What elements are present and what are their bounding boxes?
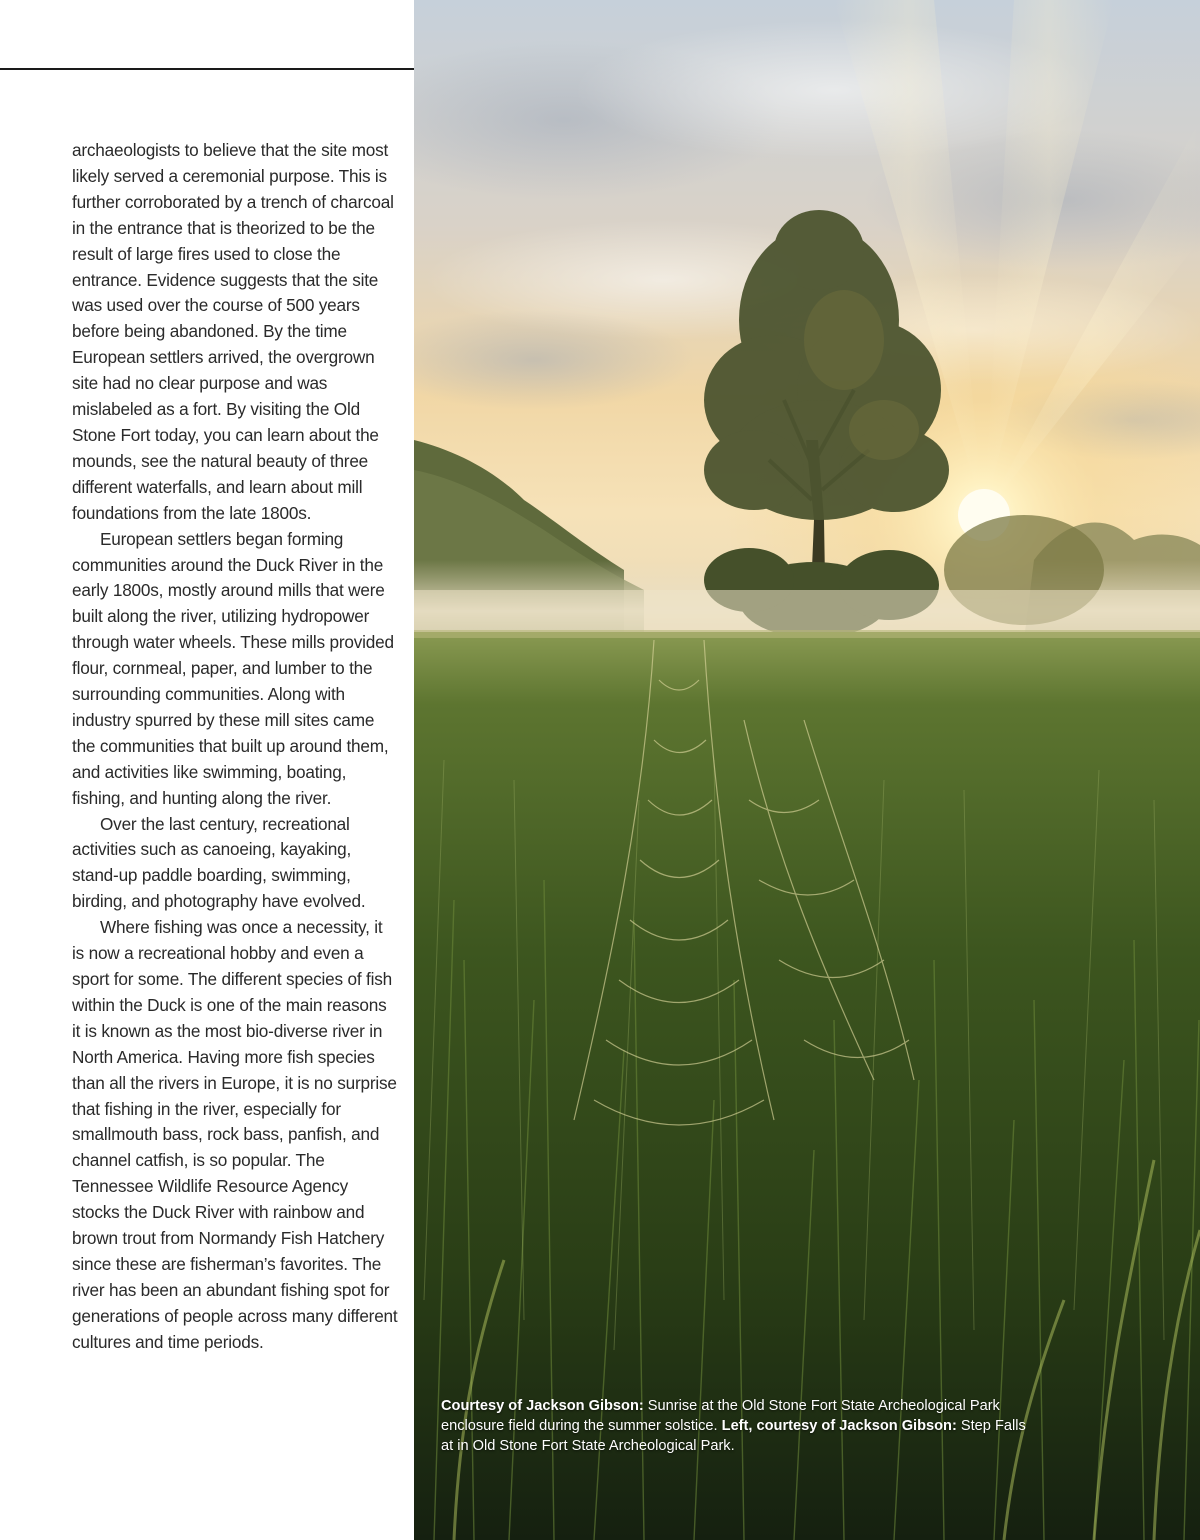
header-rule (0, 68, 414, 70)
caption-credit-1: Courtesy of Jackson Gibson: (441, 1398, 644, 1414)
caption-text-1: Sunrise at the Old Stone Fort State Archeological Park enclosure field during the summer solstice. (441, 1398, 1000, 1434)
sunrise-field-photo (414, 0, 1200, 1540)
photo-illustration (414, 0, 1200, 1540)
paragraph-1: archaeologists to believe that the site most likely served a ceremonial purpose. This is further corroborated by a trench of charcoal in the entrance that is theorized to be the result of large fires used to close the entrance. Evidence suggests that the site was used over the course of 500 years before being abandoned. By the time European settlers arrived, the overgrown site had no clear purpose and was mislabeled as a fort. By visiting the Old Stone Fort today, you can learn about the mounds, see the natural beauty of three different waterfalls, and learn about mill foundations from the late 1800s. (72, 140, 394, 523)
caption-credit-2: Left, courtesy of Jackson Gibson: (721, 1418, 957, 1434)
article-text-column (72, 138, 398, 1356)
paragraph-3: Over the last century, recreational activities such as canoeing, kayaking, stand-up paddle boarding, swimming, birding, and photography have evolved. (72, 813, 366, 912)
photo-caption (441, 1396, 1031, 1456)
paragraph-2: European settlers began forming communities around the Duck River in the early 1800s, mostly around mills that were built along the river, utilizing hydropower through water wheels. These mills provided flour, cornmeal, paper, and lumber to the surrounding communities. Along with industry spurred by these mill sites came the communities that built up around them, and activities like swimming, boating, fishing, and hunting along the river. (72, 528, 394, 808)
caption-text-2: Step Falls at in Old Stone Fort State Archeological Park. (441, 1418, 1026, 1454)
paragraph-4: Where fishing was once a necessity, it is now a recreational hobby and even a sport for some. The different species of fish within the Duck is one of the main reasons it is known as the most bio-diverse river in North America. Having more fish species than all the rivers in Europe, it is no surprise that fishing in the river, especially for smallmouth bass, rock bass, panfish, and channel catfish, is so popular. The Tennessee Wildlife Resource Agency stocks the Duck River with rainbow and brown trout from Normandy Fish Hatchery since these are fisherman’s favorites. The river has been an abundant fishing spot for generations of people across many different cultures and time periods. (72, 917, 398, 1352)
